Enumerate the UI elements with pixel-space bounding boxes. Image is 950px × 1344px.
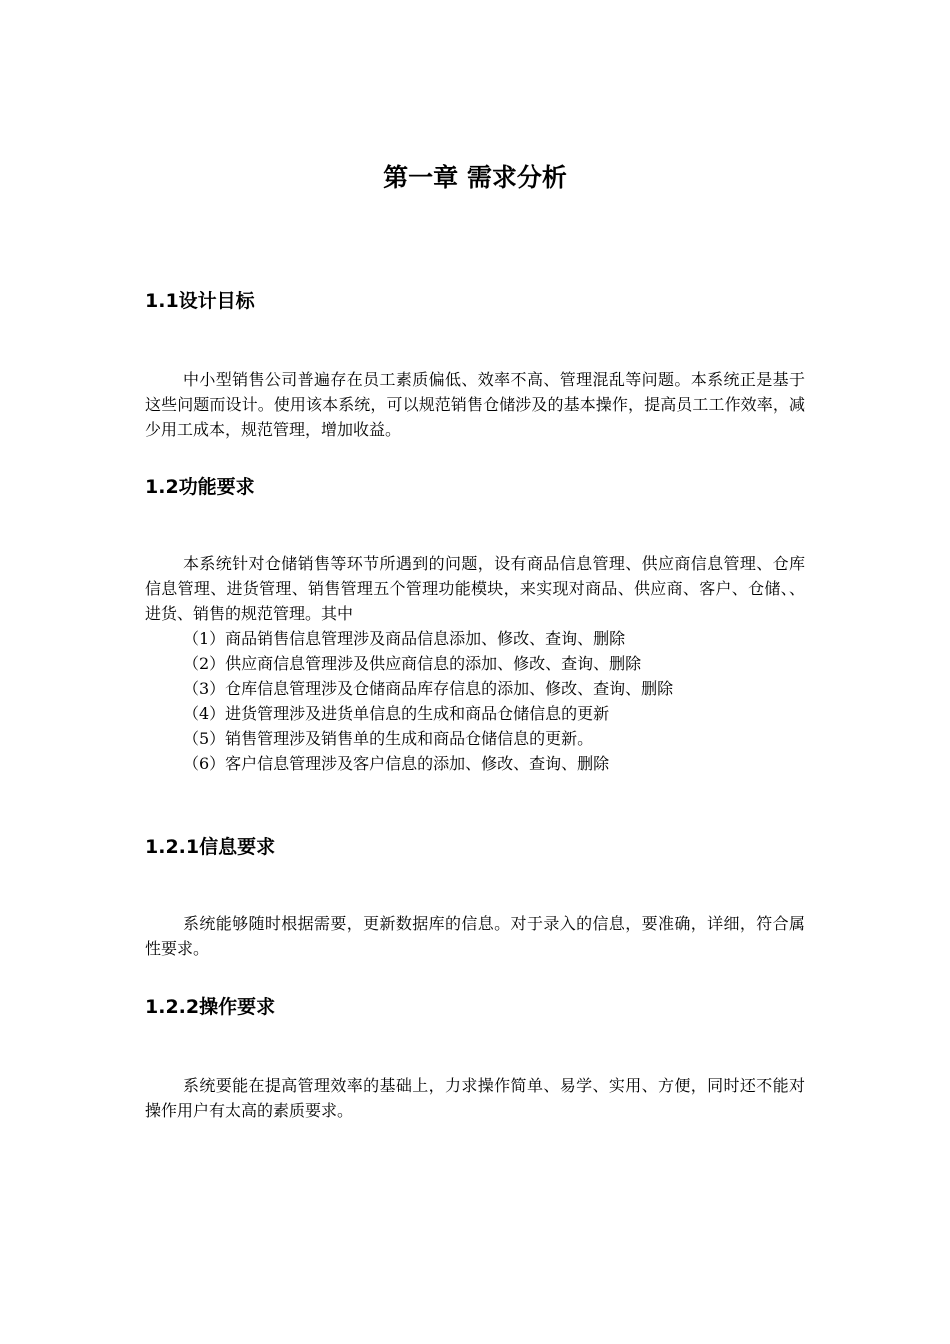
- list-item: （5）销售管理涉及销售单的生成和商品仓储信息的更新。: [183, 729, 594, 748]
- list-item: （1）商品销售信息管理涉及商品信息添加、修改、查询、删除: [183, 629, 626, 648]
- list-item: （4）进货管理涉及进货单信息的生成和商品仓储信息的更新: [183, 704, 610, 723]
- list-item: （3）仓库信息管理涉及仓储商品库存信息的添加、修改、查询、删除: [183, 679, 674, 698]
- paragraph-function-requirements: 本系统针对仓储销售等环节所遇到的问题，设有商品信息管理、供应商信息管理、仓库信息管理、进货管理、销售管理五个管理功能模块，来实现对商品、供应商、客户、仓储、、进货、销售的规范管理。其中: [145, 554, 805, 623]
- function-module-list: [183, 626, 803, 776]
- paragraph-operation-requirements: 系统要能在提高管理效率的基础上，力求操作简单、易学、实用、方便，同时还不能对操作用户有太高的素质要求。: [145, 1076, 805, 1120]
- paragraph-information-requirements: 系统能够随时根据需要，更新数据库的信息。对于录入的信息，要准确，详细，符合属性要求。: [145, 914, 805, 958]
- list-item: （6）客户信息管理涉及客户信息的添加、修改、查询、删除: [183, 754, 610, 773]
- chapter-title: 第一章 需求分析: [383, 163, 567, 192]
- section-heading-1-1: 1.1设计目标: [145, 290, 255, 312]
- list-item: （2）供应商信息管理涉及供应商信息的添加、修改、查询、删除: [183, 654, 642, 673]
- section-heading-1-2: 1.2功能要求: [145, 476, 255, 498]
- section-heading-1-2-2: 1.2.2操作要求: [145, 996, 276, 1018]
- paragraph-design-goal: 中小型销售公司普遍存在员工素质偏低、效率不高、管理混乱等问题。本系统正是基于这些问题而设计。使用该本系统，可以规范销售仓储涉及的基本操作，提高员工工作效率，减少用工成本，规范管理，增加收益。: [145, 370, 805, 439]
- section-heading-1-2-1: 1.2.1信息要求: [145, 836, 276, 858]
